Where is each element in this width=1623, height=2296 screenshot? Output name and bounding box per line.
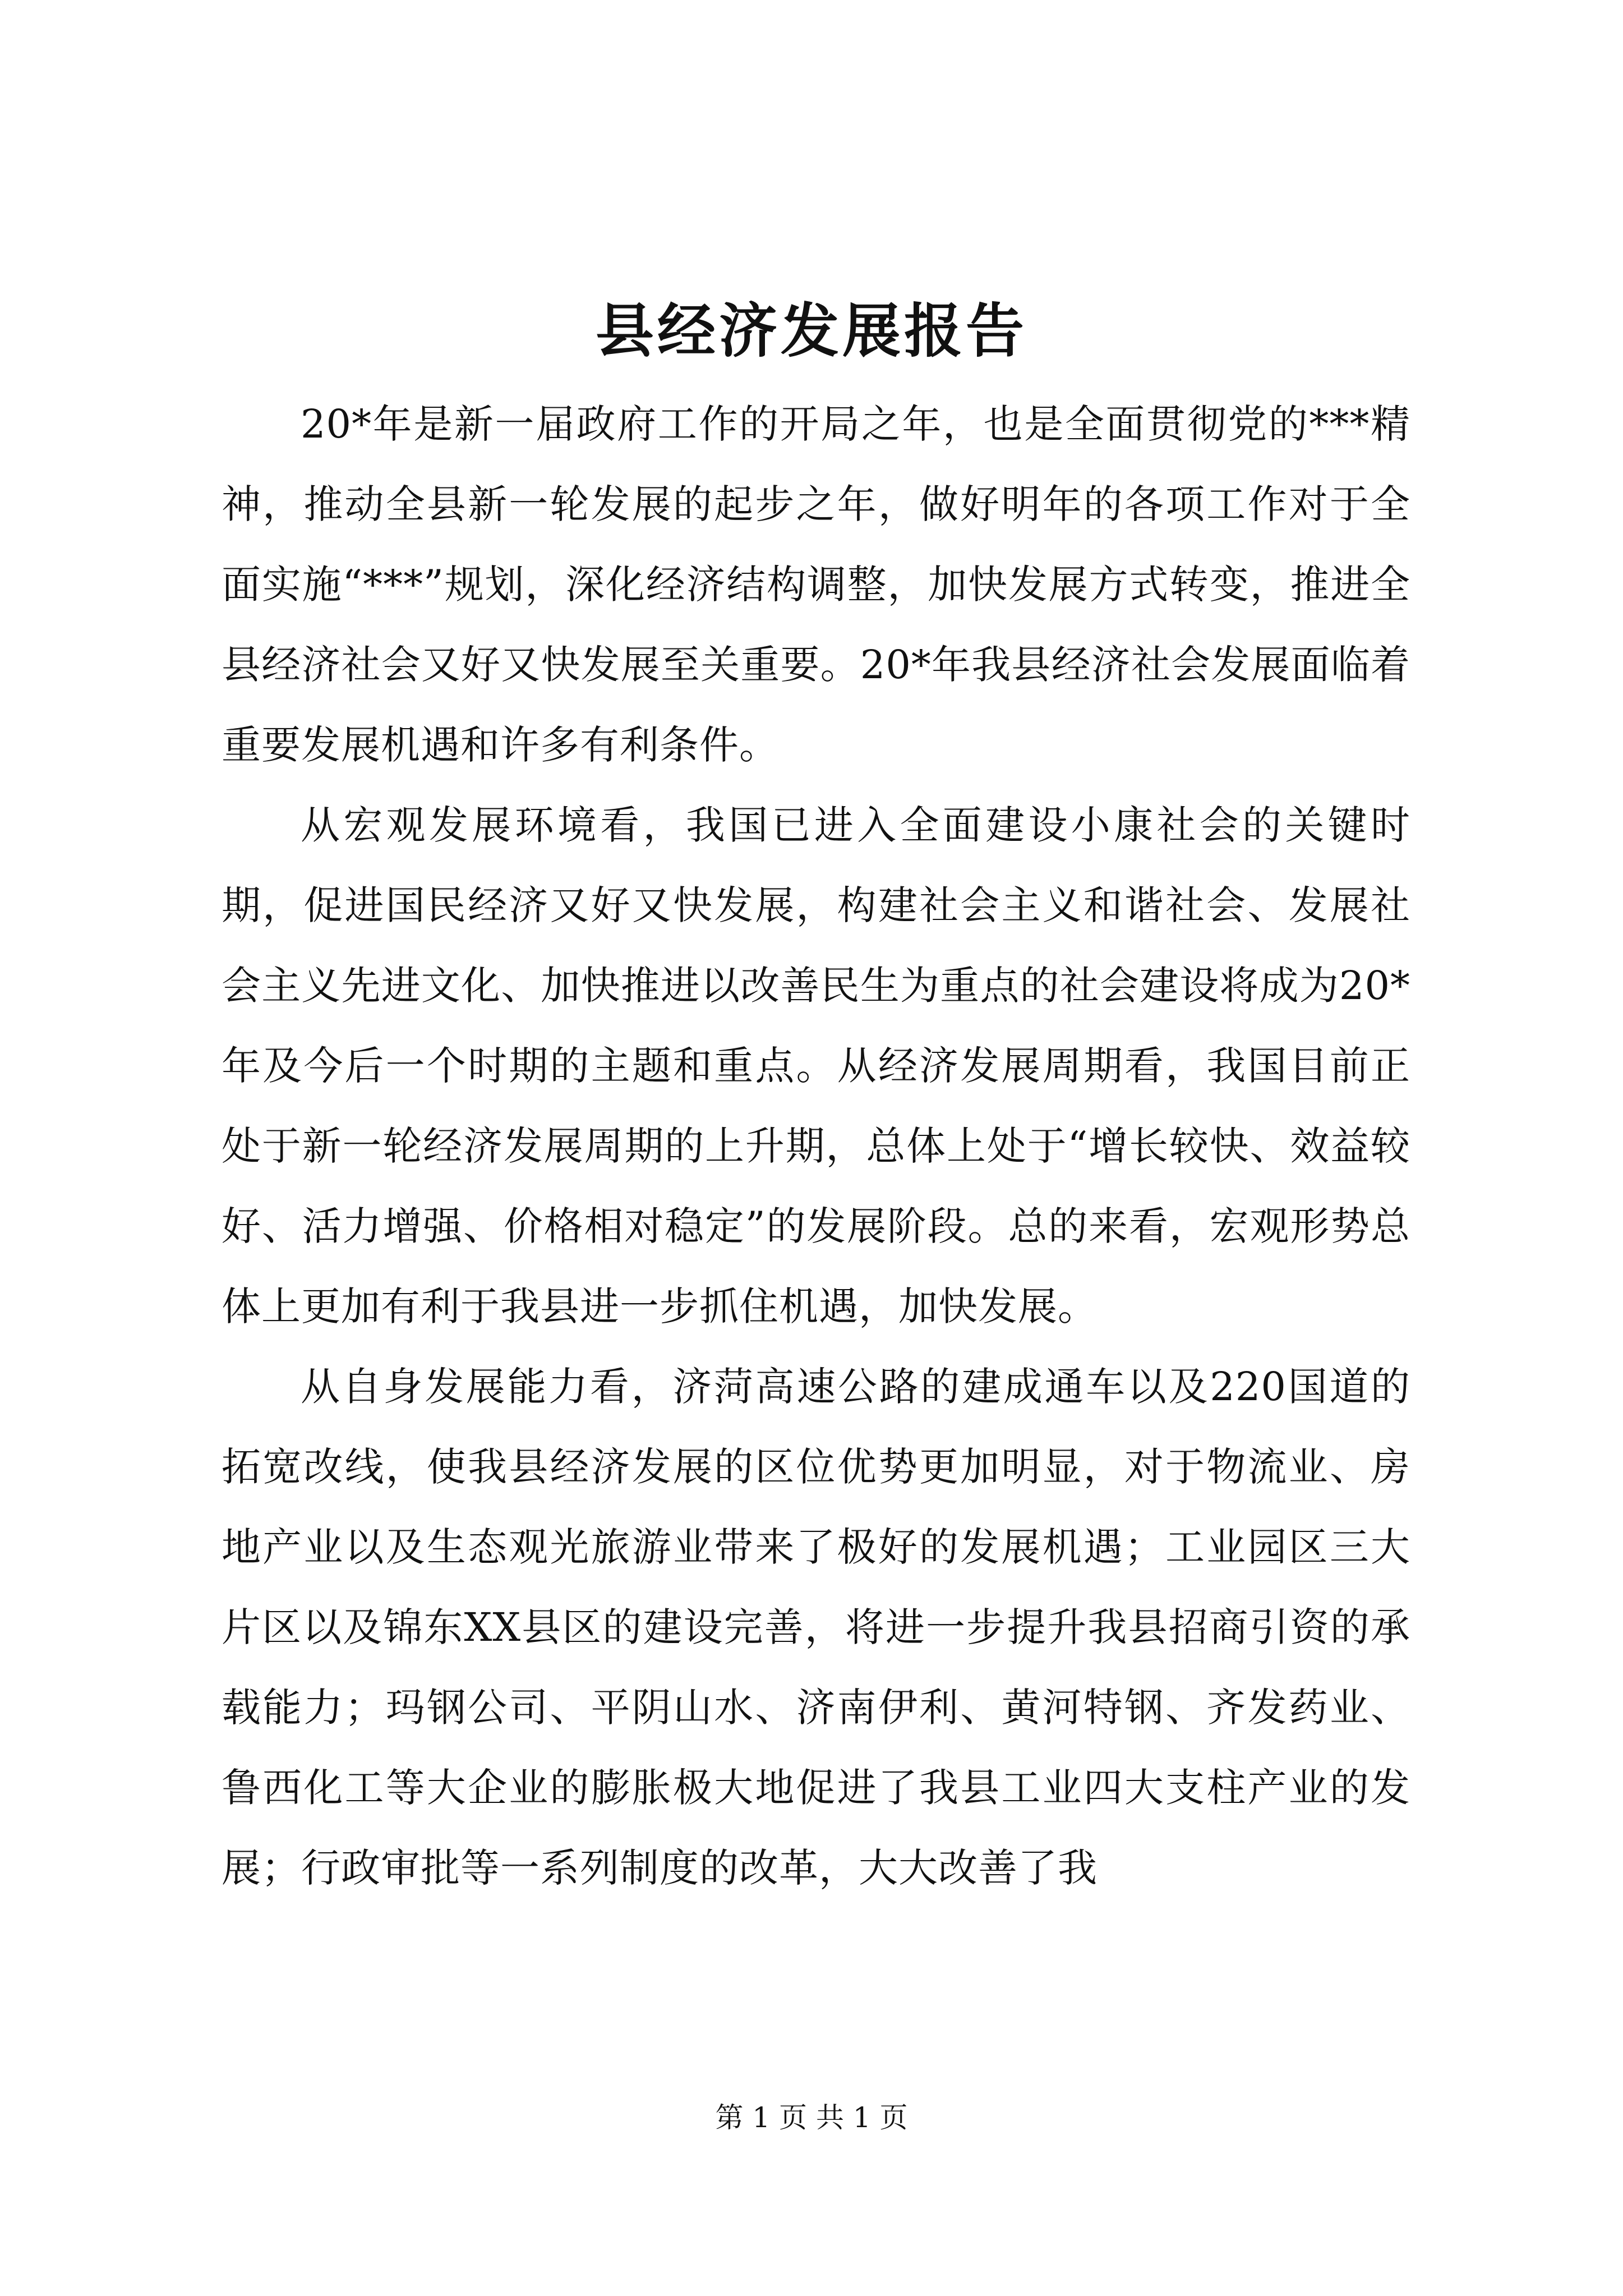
document-body (222, 384, 1410, 1908)
page-footer: 第 1 页 共 1 页 (715, 2101, 908, 2134)
document-title: 县经济发展报告 (595, 296, 1027, 365)
paragraph-1: 20*年是新一届政府工作的开局之年，也是全面贯彻党的***精神，推动全县新一轮发展的起步之年，做好明年的各项工作对于全面实施“***”规划，深化经济结构调整，加快发展方式转变，推进全县经济社会又好又快发展至关重要。20*年我县经济社会发展面临着重要发展机遇和许多有利条件。 (222, 401, 1410, 768)
paragraph-3: 从自身发展能力看，济菏高速公路的建成通车以及220国道的拓宽改线，使我县经济发展的区位优势更加明显，对于物流业、房地产业以及生态观光旅游业带来了极好的发展机遇；工业园区三大片区以及锦东XX县区的建设完善，将进一步提升我县招商引资的承载能力；玛钢公司、平阴山水、济南伊利、黄河特钢、齐发药业、鲁西化工等大企业的膨胀极大地促进了我县工业四大支柱产业的发展；行政审批等一系列制度的改革，大大改善了我 (222, 1364, 1410, 1891)
paragraph-2: 从宏观发展环境看，我国已进入全面建设小康社会的关键时期，促进国民经济又好又快发展，构建社会主义和谐社会、发展社会主义先进文化、加快推进以改善民生为重点的社会建设将成为20*年及今后一个时期的主题和重点。从经济发展周期看，我国目前正处于新一轮经济发展周期的上升期，总体上处于“增长较快、效益较好、活力增强、价格相对稳定”的发展阶段。总的来看，宏观形势总体上更加有利于我县进一步抓住机遇，加快发展。 (222, 802, 1410, 1329)
